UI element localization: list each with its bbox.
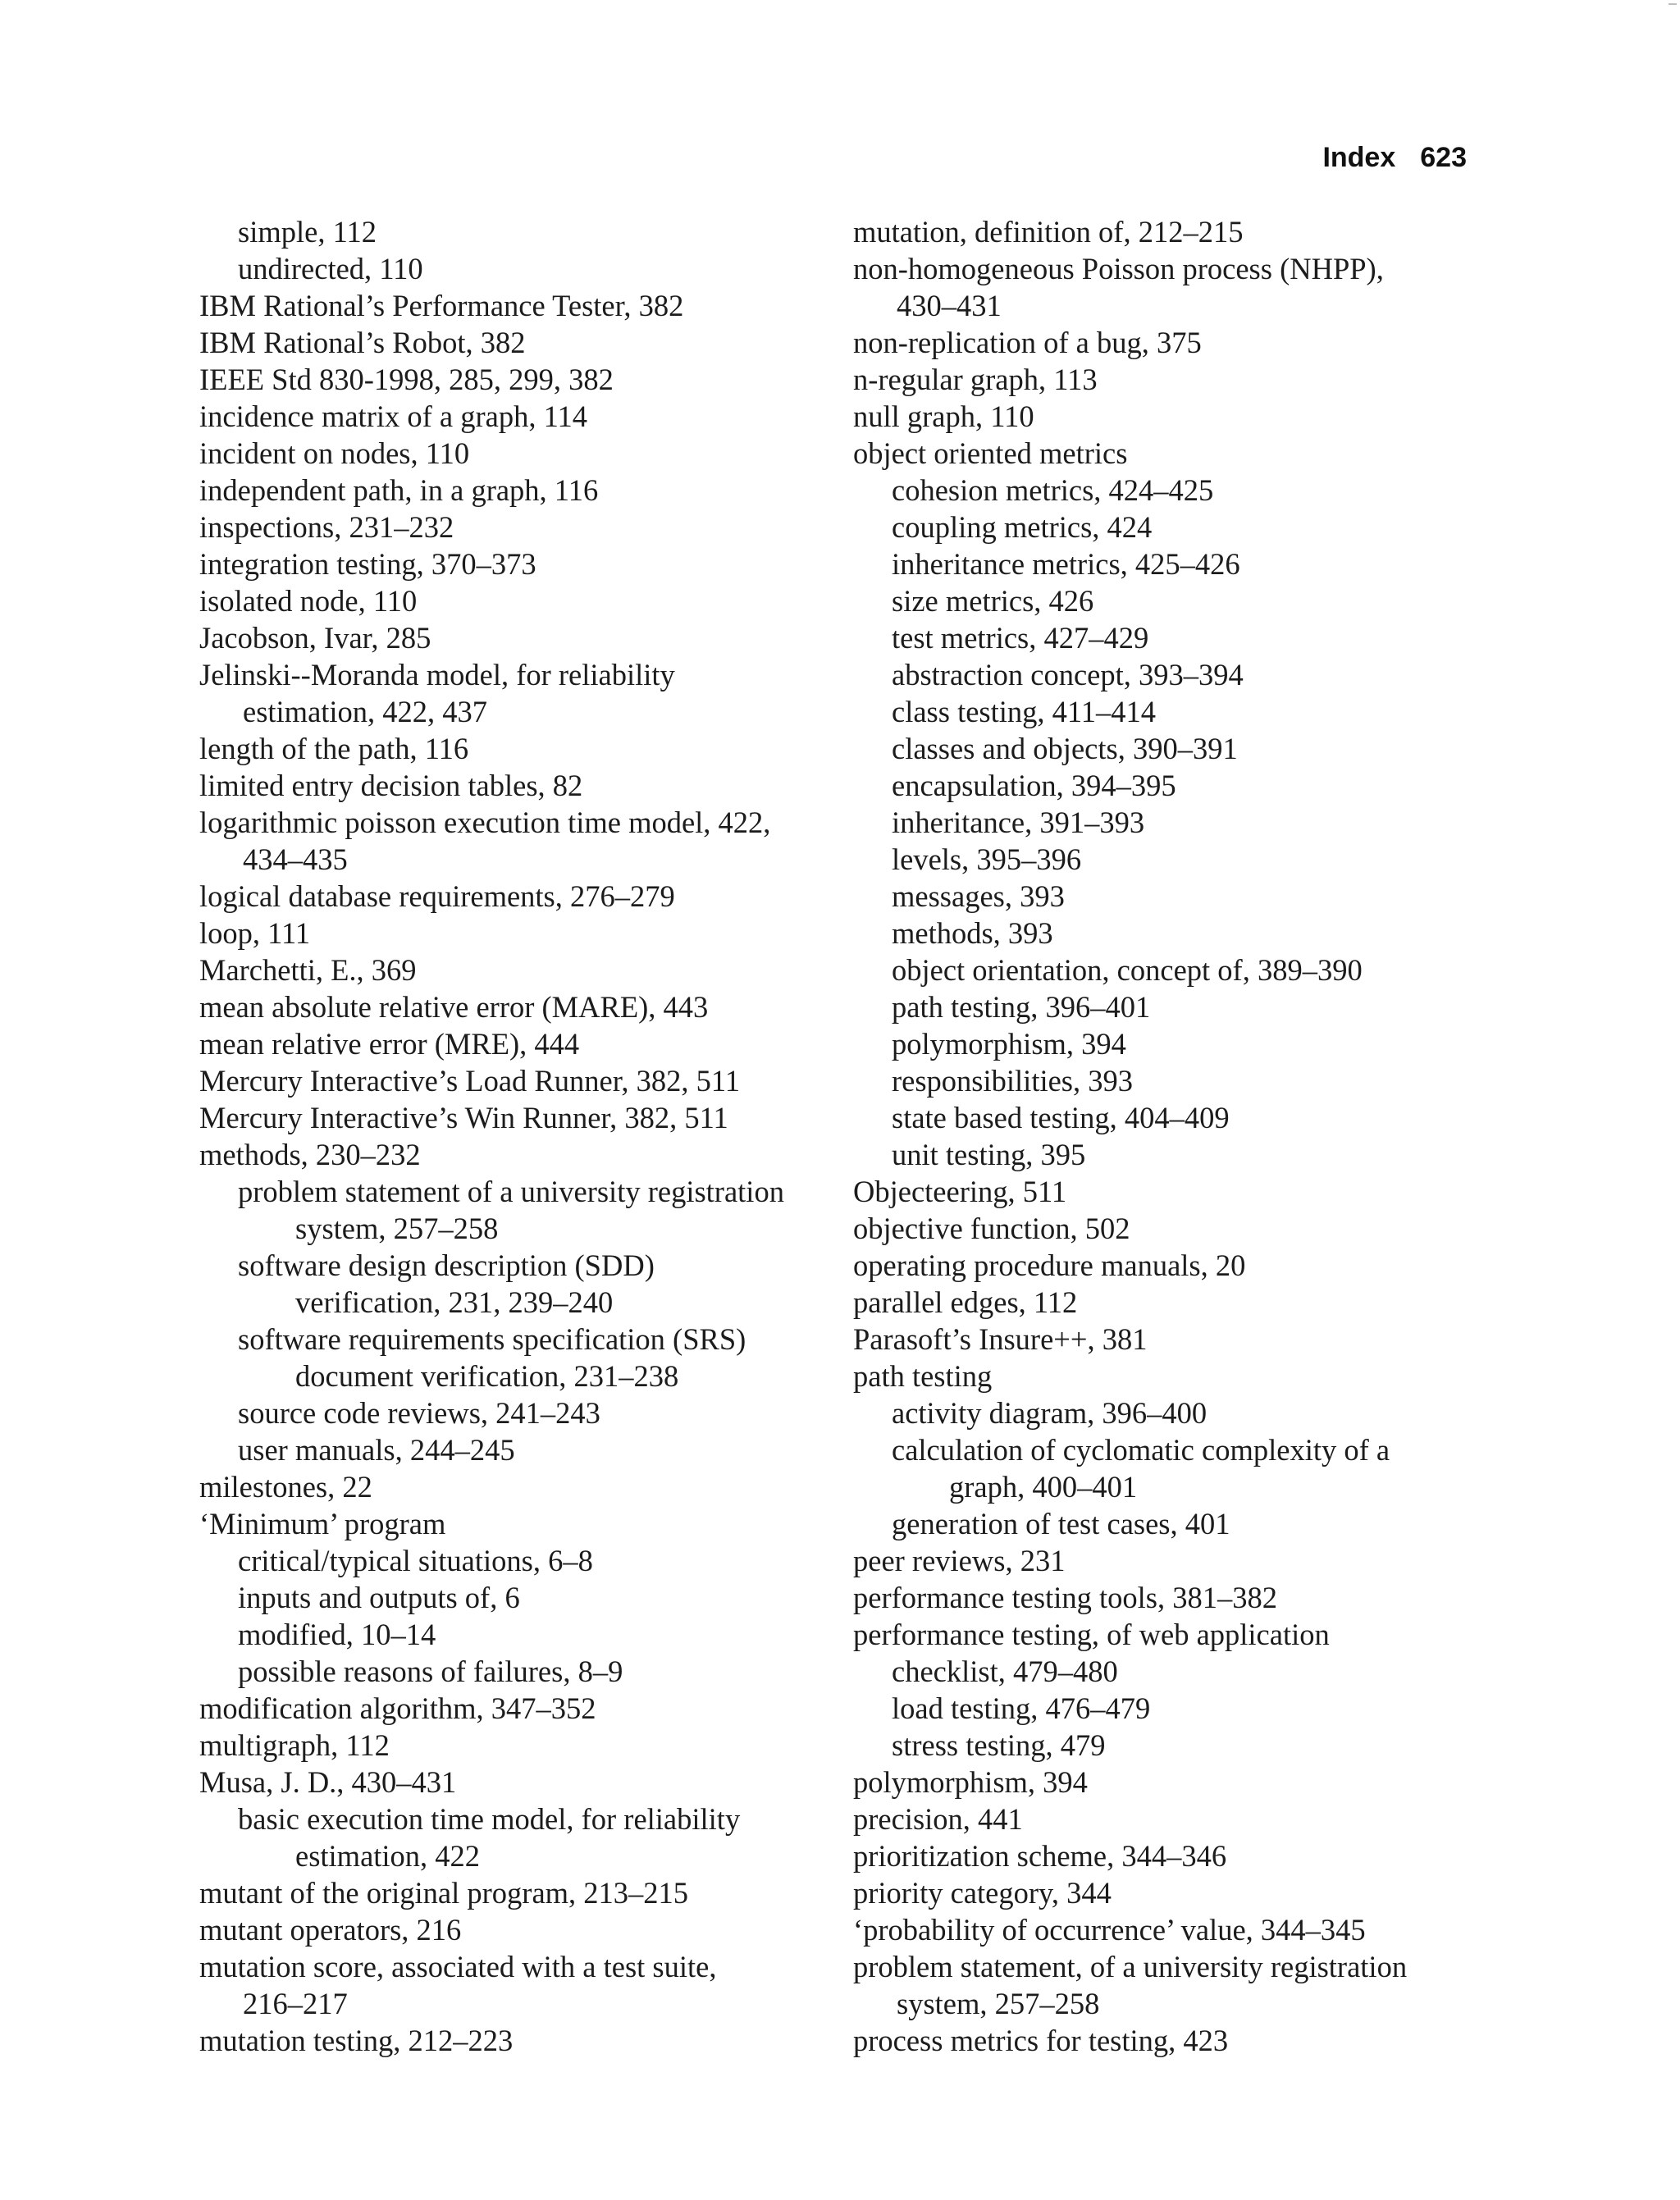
index-entry: mutation testing, 212–223 [199,2024,514,2057]
index-subentry: coupling metrics, 424 [892,510,1153,544]
index-subentry: software requirements specification (SRS) [238,1322,746,1356]
index-entry-continuation: 434–435 [243,842,348,876]
index-entry: milestones, 22 [199,1470,372,1504]
index-subentry: problem statement of a university registration [238,1175,784,1208]
index-subentry: cohesion metrics, 424–425 [892,473,1214,507]
index-column-right [853,213,1485,2059]
index-subentry: state based testing, 404–409 [892,1101,1230,1134]
index-entry: multigraph, 112 [199,1728,390,1762]
page-number: 623 [1420,142,1467,173]
index-subentry: inheritance metrics, 425–426 [892,547,1240,581]
index-subentry: generation of test cases, 401 [892,1507,1230,1540]
index-entry: logical database requirements, 276–279 [199,879,675,913]
index-subentry: inputs and outputs of, 6 [238,1581,520,1614]
index-subentry: test metrics, 427–429 [892,621,1149,655]
index-entry: independent path, in a graph, 116 [199,473,599,507]
index-entry-continuation: estimation, 422, 437 [243,695,488,728]
running-head [1322,141,1467,174]
index-entry: mean relative error (MRE), 444 [199,1027,580,1061]
index-entry: operating procedure manuals, 20 [853,1248,1246,1282]
index-entry: logarithmic poisson execution time model, 422, [199,806,771,839]
index-subentry-continuation: document verification, 231–238 [295,1359,679,1393]
index-entry: path testing [853,1359,993,1393]
index-entry: n-regular graph, 113 [853,363,1098,396]
index-entry: Mercury Interactive’s Load Runner, 382, 511 [199,1064,741,1098]
index-entry: precision, 441 [853,1802,1023,1836]
index-subentry: class testing, 411–414 [892,695,1157,728]
index-subentry-continuation: system, 257–258 [295,1212,499,1245]
index-subentry: polymorphism, 394 [892,1027,1126,1061]
index-entry: non-replication of a bug, 375 [853,326,1202,359]
index-entry: mutant operators, 216 [199,1913,462,1947]
index-entry: Jacobson, Ivar, 285 [199,621,431,655]
index-entry: modification algorithm, 347–352 [199,1691,596,1725]
index-entry: objective function, 502 [853,1212,1130,1245]
index-entry: mutation, definition of, 212–215 [853,215,1244,249]
index-entry: parallel edges, 112 [853,1285,1078,1319]
index-entry: loop, 111 [199,916,311,950]
index-entry: Mercury Interactive’s Win Runner, 382, 511 [199,1101,728,1134]
index-entry: ‘probability of occurrence’ value, 344–345 [853,1913,1366,1947]
index-subentry: activity diagram, 396–400 [892,1396,1208,1430]
index-subentry: path testing, 396–401 [892,990,1151,1024]
index-subentry-continuation: verification, 231, 239–240 [295,1285,614,1319]
index-subentry-continuation: estimation, 422 [295,1839,481,1873]
index-subentry: critical/typical situations, 6–8 [238,1544,593,1577]
index-entry: polymorphism, 394 [853,1765,1088,1799]
index-subentry: basic execution time model, for reliability [238,1802,741,1836]
index-entry: inspections, 231–232 [199,510,454,544]
index-subentry: simple, 112 [238,215,377,249]
index-entry: mutation score, associated with a test suite, [199,1950,717,1983]
index-entry: Objecteering, 511 [853,1175,1067,1208]
index-entry: process metrics for testing, 423 [853,2024,1229,2057]
index-entry: incidence matrix of a graph, 114 [199,399,587,433]
index-subentry: undirected, 110 [238,252,423,285]
index-entry: Parasoft’s Insure++, 381 [853,1322,1148,1356]
index-subentry: calculation of cyclomatic complexity of a [892,1433,1390,1467]
crop-mark [1669,3,1677,5]
index-entry-continuation: 430–431 [897,289,1002,322]
index-entry: IEEE Std 830-1998, 285, 299, 382 [199,363,614,396]
index-subentry: encapsulation, 394–395 [892,769,1176,802]
index-entry: IBM Rational’s Performance Tester, 382 [199,289,684,322]
index-subentry: messages, 393 [892,879,1065,913]
index-entry: ‘Minimum’ program [199,1507,446,1540]
index-entry: Marchetti, E., 369 [199,953,417,987]
index-entry: object oriented metrics [853,436,1128,470]
index-subentry: methods, 393 [892,916,1053,950]
index-subentry: modified, 10–14 [238,1618,436,1651]
index-subentry: classes and objects, 390–391 [892,732,1238,765]
index-subentry: responsibilities, 393 [892,1064,1134,1098]
index-subentry: inheritance, 391–393 [892,806,1145,839]
index-entry: Jelinski--Moranda model, for reliability [199,658,675,691]
running-head-section: Index [1322,142,1396,173]
index-entry-continuation: 216–217 [243,1987,348,2020]
index-entry: length of the path, 116 [199,732,469,765]
index-entry: performance testing tools, 381–382 [853,1581,1277,1614]
index-entry: incident on nodes, 110 [199,436,470,470]
index-subentry: abstraction concept, 393–394 [892,658,1244,691]
index-subentry: user manuals, 244–245 [238,1433,515,1467]
index-subentry: object orientation, concept of, 389–390 [892,953,1363,987]
index-subentry: software design description (SDD) [238,1248,655,1282]
index-entry: IBM Rational’s Robot, 382 [199,326,526,359]
index-subentry: source code reviews, 241–243 [238,1396,600,1430]
index-subentry: stress testing, 479 [892,1728,1106,1762]
index-entry: mean absolute relative error (MARE), 443 [199,990,709,1024]
index-subentry: load testing, 476–479 [892,1691,1151,1725]
index-subentry-continuation: graph, 400–401 [949,1470,1138,1504]
index-entry: peer reviews, 231 [853,1544,1066,1577]
index-subentry: checklist, 479–480 [892,1655,1118,1688]
index-entry: null graph, 110 [853,399,1034,433]
index-entry: Musa, J. D., 430–431 [199,1765,457,1799]
index-entry: non-homogeneous Poisson process (NHPP), [853,252,1384,285]
index-column-left [199,213,831,2059]
index-subentry: levels, 395–396 [892,842,1082,876]
index-entry: limited entry decision tables, 82 [199,769,583,802]
index-entry: priority category, 344 [853,1876,1112,1910]
index-subentry: unit testing, 395 [892,1138,1086,1171]
index-entry: performance testing, of web application [853,1618,1330,1651]
index-subentry: size metrics, 426 [892,584,1094,618]
index-subentry: possible reasons of failures, 8–9 [238,1655,623,1688]
index-entry-continuation: system, 257–258 [897,1987,1100,2020]
index-entry: integration testing, 370–373 [199,547,536,581]
index-entry: isolated node, 110 [199,584,418,618]
index-entry: methods, 230–232 [199,1138,421,1171]
index-entry: prioritization scheme, 344–346 [853,1839,1227,1873]
index-entry: problem statement, of a university registration [853,1950,1408,1983]
index-entry: mutant of the original program, 213–215 [199,1876,689,1910]
